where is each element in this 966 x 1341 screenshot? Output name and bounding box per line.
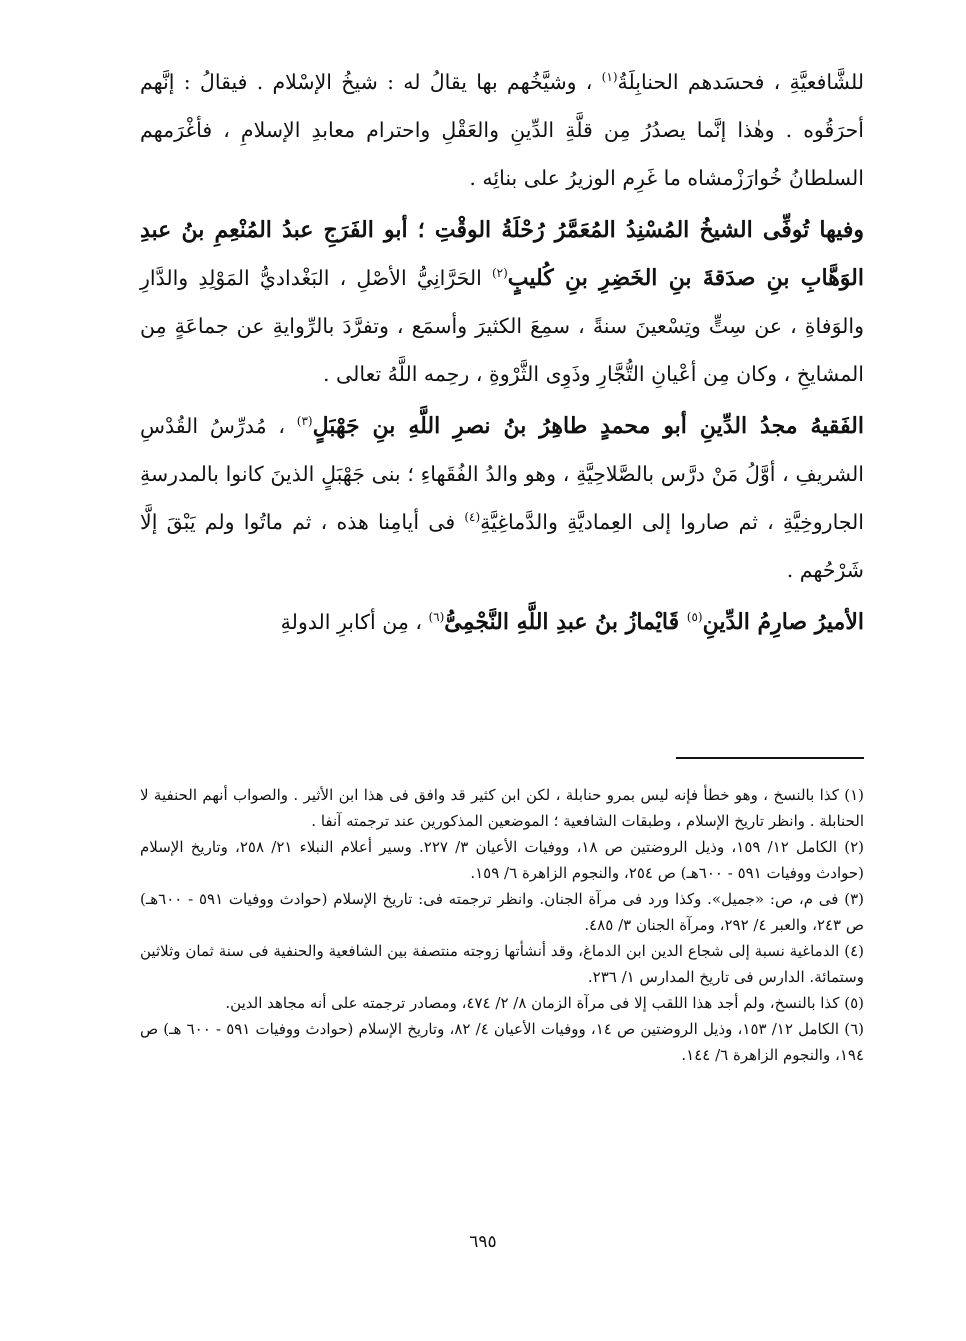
footnote-marker: (٦) bbox=[428, 610, 445, 625]
footnote-marker: (٣) bbox=[296, 414, 313, 429]
footnote: (٤) الدماغية نسبة إلى شجاع الدين ابن الدماغ، وقد أنشأتها زوجته منتصفة بين الشافعية والحنفية فى سنة ثمان وثلاثين وستمائة. الدارس فى تاريخ المدارس ١/ ٢٣٦. bbox=[140, 942, 864, 986]
text-run: فى أيامِنا هذه ، ثم ماتُوا ولم يَبْقَ إلَّا شَرْحُهم . bbox=[140, 510, 864, 582]
entry-heading: الفَقيهُ مجدُ الدِّينِ أبو محمدٍ طاهِرُ بنُ نصرِ اللَّهِ بنِ جَهْبَلٍ bbox=[312, 413, 864, 439]
text-run: الحَرَّانِيُّ الأصْلِ ، البَغْداديُّ المَوْلِدِ والدَّارِ والوَفاةِ ، عن سِتٍّ وتِسْعينَ سنةً ، سمِعَ الكثيرَ وأسمَع ، وتفرَّدَ بالرِّوايةِ عن جماعَةٍ مِن المشايخِ ، وكان مِن أعْيانِ التُّجَّارِ وذَوِى الثَّرْوةِ ، رحِمه اللَّهُ تعالى . bbox=[140, 266, 864, 386]
footnote-marker: (٤) bbox=[464, 510, 481, 525]
footnote: (١) كذا بالنسخ ، وهو خطأ فإنه ليس بمرو حنابلة ، لكن ابن كثير قد وافق فى هذا ابن الأثير . والصواب أنهم الحنفية لا الحنابلة . وانظر تاريخ الإسلام ، وطبقات الشافعية ؛ الموضعين المذكورين عند ترجمته آنفا . bbox=[140, 786, 864, 830]
main-text bbox=[140, 58, 864, 646]
text-run: ، مِن أكابرِ الدولةِ bbox=[280, 610, 429, 634]
footnote-marker: (٥) bbox=[686, 610, 703, 625]
text-run: ، وشيَّخُهم بها يقالُ له : شيخُ الإسْلام . فيقالُ : إنَّهم أحرَقُوه . وهٰذا إنَّما يصدُرُ مِن قلَّةِ الدِّينِ والعَقْلِ واحترام معابدِ الإسلامِ ، فأغْرَمهم السلطانُ خُوارَزْمشاه ما غَرِم الوزيرُ على بنائِه . bbox=[140, 70, 864, 190]
paragraph bbox=[140, 402, 864, 594]
footnote-marker: (١) bbox=[601, 70, 618, 85]
footnote: (٢) الكامل ١٢/ ١٥٩، وذيل الروضتين ص ١٨، ووفيات الأعيان ٣/ ٢٢٧. وسير أعلام النبلاء ٢١/ ٢٥٨، وتاريخ الإسلام (حوادث ووفيات ٥٩١ - ٦٠٠هـ) ص ٢٥٤، والنجوم الزاهرة ٦/ ١٥٩. bbox=[140, 838, 864, 882]
footnote-marker: (٢) bbox=[491, 266, 508, 281]
text-run: للشَّافعيَّةِ ، فحسَدهم الحنابِلَةُ bbox=[617, 70, 864, 94]
text-run: ، مُدرِّسُ القُدْسِ الشريفِ ، أوَّلُ مَنْ درَّس بالصَّلاحِيَّةِ ، وهو والدُ الفُقَهاءِ ؛ بنى جَهْبَلٍ الذينَ كانوا بالمدرسةِ الجاروخِيَّةِ ، ثم صاروا إلى العِماديَّةِ والدَّماغِيَّةِ bbox=[140, 414, 864, 534]
page-number: ٦٩٥ bbox=[469, 1232, 497, 1252]
paragraph bbox=[140, 206, 864, 398]
footnote: (٣) فى م، ص: «جميل». وكذا ورد فى مرآة الجنان. وانظر ترجمته فى: تاريخ الإسلام (حوادث ووفيات ٥٩١ - ٦٠٠هـ) ص ٢٤٣، والعبر ٤/ ٢٩٢، ومرآة الجنان ٣/ ٤٨٥. bbox=[140, 890, 864, 934]
footnotes bbox=[140, 782, 864, 1068]
paragraph bbox=[140, 58, 864, 202]
entry-heading: الأميرُ صارِمُ الدِّينِ bbox=[702, 609, 864, 635]
footnote: (٥) كذا بالنسخ، ولم أجد هذا اللقب إلا فى مرآة الزمان ٨/ ٢/ ٤٧٤، ومصادر ترجمته على أنه مجاهد الدين. bbox=[225, 994, 864, 1012]
entry-heading: وفيها تُوفِّى الشيخُ المُسْنِدُ المُعَمَّرُ رُحْلَةُ الوقْتِ ؛ أبو الفَرَجِ عبدُ المُنْعِمِ بنُ عبدِ الوَهَّابِ بنِ صدَقةَ بنِ الخَضِرِ بنِ كُليبٍ bbox=[140, 217, 864, 291]
footnote: (٦) الكامل ١٢/ ١٥٣، وذيل الروضتين ص ١٤، ووفيات الأعيان ٤/ ٨٢، وتاريخ الإسلام (حوادث ووفيات ٥٩١ - ٦٠٠ هـ) ص ١٩٤، والنجوم الزاهرة ٦/ ١٤٤. bbox=[140, 1020, 865, 1064]
paragraph bbox=[140, 598, 864, 646]
entry-heading: قَايْمازُ بنُ عبدِ اللَّهِ النَّجْمِىُّ bbox=[444, 609, 687, 635]
footnote-separator bbox=[676, 757, 864, 759]
